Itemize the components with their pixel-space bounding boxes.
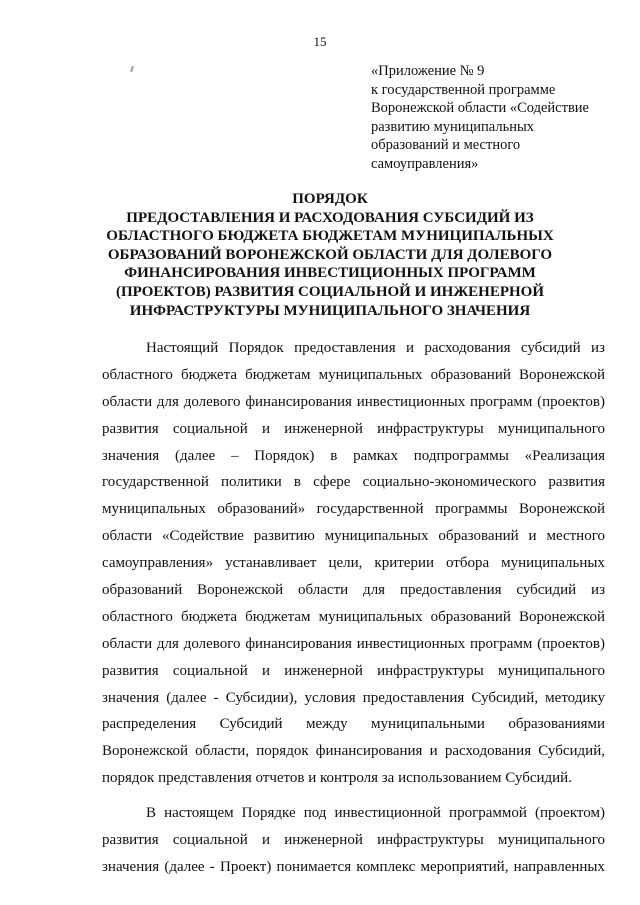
text-line: области «Содействие развитию муниципальных образований и местного (102, 528, 605, 545)
body-text (102, 335, 605, 881)
text-line: развития социальной и инженерной инфраструктуры муниципального (102, 662, 605, 679)
text-line: распределения Субсидий между муниципальными образованиями (102, 716, 605, 733)
appendix-line: Воронежской области «Содействие (371, 100, 589, 116)
title-line: (ПРОЕКТОВ) РАЗВИТИЯ СОЦИАЛЬНОЙ И ИНЖЕНЕРНОЙ (116, 283, 544, 300)
appendix-header (371, 62, 621, 173)
text-line: значения (далее - Проект) понимается комплекс мероприятий, направленных (102, 858, 605, 875)
text-line: государственной политики в сфере социально-экономического развития (102, 474, 605, 491)
text-line: образований Воронежской области для предоставления субсидий из (102, 582, 605, 599)
text-line: областного бюджета бюджетам муниципальных образований Воронежской (102, 366, 605, 383)
text-line: значения (далее – Порядок) в рамках подпрограммы «Реализация (102, 447, 605, 464)
title-line: ПОРЯДОК (292, 191, 368, 207)
title-line: ИНФРАСТРУКТУРЫ МУНИЦИПАЛЬНОГО ЗНАЧЕНИЯ (129, 302, 531, 319)
text-line: развития социальной и инженерной инфраструктуры муниципального (102, 420, 605, 437)
appendix-line: развитию муниципальных (371, 118, 534, 135)
appendix-line: образований и местного (371, 137, 521, 153)
text-line: Воронежской области, порядок финансирования и расходования Субсидий, (102, 743, 605, 760)
text-line: порядок представления отчетов и контроля за использованием Субсидий. (102, 770, 572, 787)
appendix-line: самоуправления» (371, 155, 479, 172)
text-line: В настоящем Порядке под инвестиционной программой (проектом) (146, 805, 605, 822)
appendix-line: «Приложение № 9 (371, 63, 485, 79)
paragraph-1 (102, 335, 605, 792)
title-line: ОБРАЗОВАНИЙ ВОРОНЕЖСКОЙ ОБЛАСТИ ДЛЯ ДОЛЕВОГО (107, 246, 553, 263)
scan-speck (130, 66, 133, 72)
title-line: ФИНАНСИРОВАНИЯ ИНВЕСТИЦИОННЫХ ПРОГРАММ (124, 265, 536, 282)
paragraph-gap (102, 792, 605, 800)
title-line: ПРЕДОСТАВЛЕНИЯ И РАСХОДОВАНИЯ СУБСИДИЙ ИЗ (126, 209, 534, 226)
text-line: областного бюджета бюджетам муниципальных образований Воронежской (102, 608, 605, 625)
appendix-line: к государственной программе (371, 81, 556, 98)
text-line: самоуправления» устанавливает цели, критерии отбора муниципальных (102, 555, 605, 572)
text-line: области для долевого финансирования инвестиционных программ (проектов) (102, 393, 605, 410)
text-line: области для долевого финансирования инвестиционных программ (проектов) (102, 635, 605, 652)
page-number: 15 (313, 34, 327, 49)
text-line: Настоящий Порядок предоставления и расходования субсидий из (146, 340, 605, 356)
paragraph-2 (102, 800, 605, 881)
text-line: муниципальных образований» государственной программы Воронежской (102, 501, 605, 518)
document-title (60, 190, 600, 320)
text-line: развития социальной и инженерной инфраструктуры муниципального (102, 832, 605, 849)
text-line: значения (далее - Субсидии), условия предоставления Субсидий, методику (102, 689, 605, 706)
title-line: ОБЛАСТНОГО БЮДЖЕТА БЮДЖЕТАМ МУНИЦИПАЛЬНЫХ (106, 228, 554, 245)
